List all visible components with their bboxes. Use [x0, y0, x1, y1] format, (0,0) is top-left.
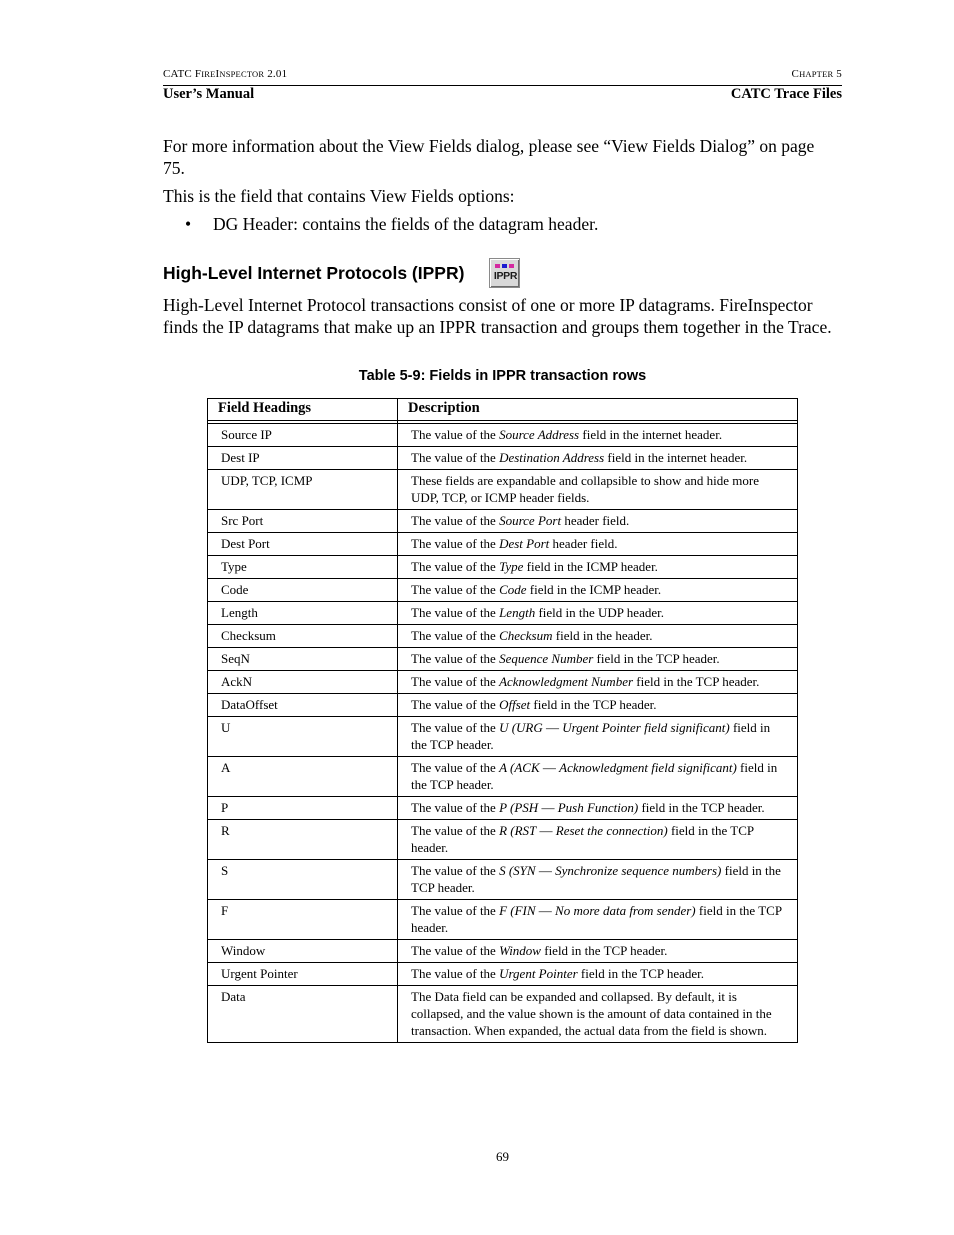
manual-title: User’s Manual — [163, 86, 255, 102]
description-text: The value of the — [411, 823, 500, 838]
description-cell — [398, 510, 798, 533]
description-cell — [398, 579, 798, 602]
table-row — [208, 694, 798, 717]
description-text: field in the TCP header. — [411, 863, 781, 895]
table-row — [208, 648, 798, 671]
icon-label: IPPR — [493, 270, 518, 282]
field-heading-cell: Window — [208, 940, 398, 963]
description-text: field in the TCP header. — [411, 903, 782, 935]
description-text: field in the UDP header. — [535, 605, 664, 620]
description-text: The value of the — [411, 720, 500, 735]
description-text: The Data field can be expanded and collapsed. By default, it is collapsed, and the value shown is the amount of data contained in the transaction. When expanded, the actual data from the field is shown. — [411, 989, 772, 1038]
ippr-icon — [489, 258, 520, 288]
description-text: header field. — [561, 513, 630, 528]
field-name-italic: U (URG — [499, 720, 543, 735]
field-name-italic: Push Function) — [557, 800, 639, 815]
description-text: The value of the — [411, 536, 500, 551]
description-text: field in the ICMP header. — [523, 559, 658, 574]
description-cell — [398, 556, 798, 579]
table-row — [208, 797, 798, 820]
bullet-symbol: • — [185, 214, 192, 234]
field-heading-cell: P — [208, 797, 398, 820]
description-text: The value of the — [411, 863, 500, 878]
table-body — [208, 424, 798, 1043]
icon-square-magenta — [509, 264, 514, 268]
field-name-italic: Synchronize sequence numbers) — [555, 863, 722, 878]
field-name-italic: F (FIN — [499, 903, 536, 918]
description-text: field in the internet header. — [579, 427, 723, 442]
table-row — [208, 717, 798, 757]
field-name-italic: Length — [499, 605, 536, 620]
field-name-italic: Offset — [499, 697, 531, 712]
description-cell — [398, 820, 798, 860]
description-text: field in the TCP header. — [530, 697, 657, 712]
description-text: — — [539, 760, 560, 775]
field-name-italic: Source Port — [499, 513, 562, 528]
description-text: field in the TCP header. — [593, 651, 720, 666]
field-name-italic: Reset the connection) — [555, 823, 668, 838]
table-row — [208, 860, 798, 900]
description-cell — [398, 424, 798, 447]
table-row — [208, 963, 798, 986]
field-name-italic: Sequence Number — [499, 651, 594, 666]
field-heading-cell: Code — [208, 579, 398, 602]
field-name-italic: Window — [499, 943, 541, 958]
description-text: The value of the — [411, 903, 500, 918]
field-heading-cell: A — [208, 757, 398, 797]
description-text: field in the TCP header. — [638, 800, 765, 815]
description-cell — [398, 671, 798, 694]
table-row — [208, 625, 798, 648]
table-row — [208, 447, 798, 470]
section-title: CATC Trace Files — [730, 86, 842, 102]
table-row — [208, 579, 798, 602]
description-text: field in the TCP header. — [411, 760, 778, 792]
description-text: The value of the — [411, 513, 500, 528]
field-heading-cell: R — [208, 820, 398, 860]
description-cell — [398, 900, 798, 940]
description-text: header field. — [549, 536, 618, 551]
description-text: The value of the — [411, 605, 500, 620]
description-cell — [398, 940, 798, 963]
chapter-label: CHAPTER 5 — [791, 68, 842, 80]
description-text: field in the TCP header. — [633, 674, 760, 689]
description-cell — [398, 860, 798, 900]
table-row — [208, 671, 798, 694]
description-text: field in the TCP header. — [411, 720, 771, 752]
table-caption: Table 5-9: Fields in IPPR transaction rows — [358, 368, 647, 384]
table-header-row — [208, 399, 798, 421]
section-heading: High-Level Internet Protocols (IPPR) — [163, 263, 465, 283]
table-row — [208, 757, 798, 797]
table-row — [208, 986, 798, 1043]
field-name-italic: Dest Port — [499, 536, 550, 551]
description-text: field in the ICMP header. — [526, 582, 662, 597]
field-heading-cell: S — [208, 860, 398, 900]
description-cell — [398, 470, 798, 510]
running-header-bottom — [163, 86, 842, 103]
field-name-italic: Destination Address — [499, 450, 605, 465]
description-text: The value of the — [411, 582, 500, 597]
table-row — [208, 510, 798, 533]
description-text: — — [535, 903, 556, 918]
description-text: The value of the — [411, 559, 500, 574]
field-name-italic: Code — [499, 582, 527, 597]
description-text: The value of the — [411, 674, 500, 689]
field-heading-cell: AckN — [208, 671, 398, 694]
icon-square-magenta — [495, 264, 500, 268]
description-cell — [398, 757, 798, 797]
description-text: The value of the — [411, 800, 500, 815]
description-cell — [398, 625, 798, 648]
field-heading-cell: Src Port — [208, 510, 398, 533]
table-row — [208, 424, 798, 447]
field-name-italic: A (ACK — [499, 760, 540, 775]
running-header-top — [163, 68, 842, 80]
field-heading-cell: U — [208, 717, 398, 757]
description-cell — [398, 717, 798, 757]
field-heading-cell: Urgent Pointer — [208, 963, 398, 986]
table-row — [208, 820, 798, 860]
description-text: The value of the — [411, 450, 500, 465]
column-header-field-headings: Field Headings — [208, 399, 398, 421]
field-heading-cell: DataOffset — [208, 694, 398, 717]
description-text: The value of the — [411, 651, 500, 666]
field-name-italic: No more data from sender) — [555, 903, 696, 918]
field-name-italic: Acknowledgment field significant) — [559, 760, 737, 775]
paragraph-view-fields-intro: This is the field that contains View Fields options: — [163, 186, 515, 206]
list-item — [185, 213, 598, 235]
table-row — [208, 940, 798, 963]
field-heading-cell: Source IP — [208, 424, 398, 447]
field-heading-cell: UDP, TCP, ICMP — [208, 470, 398, 510]
description-text: field in the TCP header. — [540, 943, 668, 958]
table-row — [208, 470, 798, 510]
field-heading-cell: SeqN — [208, 648, 398, 671]
field-heading-cell: Checksum — [208, 625, 398, 648]
description-text: These fields are expandable and collapsible to show and hide more UDP, TCP, or ICMP header fields. — [411, 473, 759, 505]
description-text: The value of the — [411, 943, 500, 958]
table-row — [208, 533, 798, 556]
description-cell — [398, 797, 798, 820]
field-name-italic: S (SYN — [499, 863, 536, 878]
column-header-description: Description — [398, 399, 798, 421]
icon-square-blue — [502, 264, 507, 268]
description-text: — — [542, 720, 563, 735]
description-cell — [398, 602, 798, 625]
field-heading-cell: Data — [208, 986, 398, 1043]
field-name-italic: Urgent Pointer — [499, 966, 578, 981]
field-name-italic: Urgent Pointer field significant) — [562, 720, 730, 735]
product-name: CATC FIREINSPECTOR 2.01 — [163, 68, 288, 80]
field-heading-cell: Length — [208, 602, 398, 625]
field-name-italic: Source Address — [499, 427, 580, 442]
field-name-italic: R (RST — [499, 823, 537, 838]
field-heading-cell: Dest Port — [208, 533, 398, 556]
description-text: field in the internet header. — [604, 450, 748, 465]
fields-table — [207, 398, 798, 1043]
description-text: field in the header. — [552, 628, 653, 643]
description-text: The value of the — [411, 966, 500, 981]
description-cell — [398, 648, 798, 671]
table-row — [208, 900, 798, 940]
field-name-italic: P (PSH — [499, 800, 539, 815]
field-heading-cell: F — [208, 900, 398, 940]
description-text: field in the TCP header. — [411, 823, 754, 855]
field-heading-cell: Dest IP — [208, 447, 398, 470]
description-text: — — [538, 800, 558, 815]
description-text: The value of the — [411, 628, 500, 643]
bullet-text: DG Header: contains the fields of the datagram header. — [213, 214, 599, 234]
field-name-italic: Type — [499, 559, 524, 574]
description-text: field in the TCP header. — [577, 966, 705, 981]
description-cell — [398, 986, 798, 1043]
description-text: The value of the — [411, 427, 500, 442]
table-row — [208, 556, 798, 579]
table-row — [208, 602, 798, 625]
page-number: 69 — [496, 1149, 509, 1164]
description-cell — [398, 963, 798, 986]
description-cell — [398, 447, 798, 470]
description-text: The value of the — [411, 760, 500, 775]
description-text: The value of the — [411, 697, 500, 712]
field-heading-cell: Type — [208, 556, 398, 579]
field-name-italic: Acknowledgment Number — [499, 674, 634, 689]
paragraph-ippr-description: High-Level Internet Protocol transactions consist of one or more IP datagrams. FireInspector finds the IP datagrams that make up an IPPR transaction and groups them together in the Trace. — [163, 295, 832, 337]
description-text: — — [535, 863, 556, 878]
description-cell — [398, 694, 798, 717]
description-cell — [398, 533, 798, 556]
description-text: — — [536, 823, 556, 838]
paragraph-view-fields-reference: For more information about the View Fields dialog, please see “View Fields Dialog” on page 75. — [163, 136, 815, 178]
field-name-italic: Checksum — [499, 628, 553, 643]
